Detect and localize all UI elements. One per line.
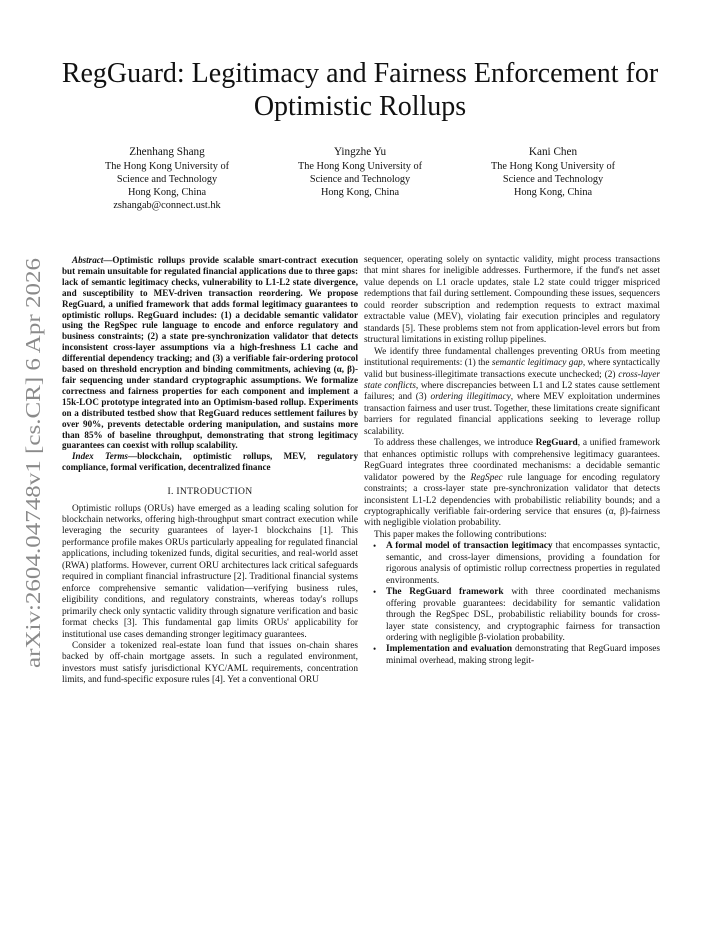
bullet-icon: •: [373, 541, 377, 552]
bold-run: RegGuard: [535, 438, 578, 449]
author-affiliation: The Hong Kong University of: [297, 161, 423, 172]
contribution-title: Implementation and evaluation: [386, 644, 513, 655]
abstract-label: Abstract: [72, 255, 104, 265]
author-location: Hong Kong, China: [513, 187, 593, 198]
author-email: zshangab@connect.ust.hk: [113, 200, 221, 211]
arxiv-identifier-text: arXiv:2604.04748v1 [cs.CR] 6 Apr 2026: [21, 323, 45, 668]
section-heading-introduction: I. INTRODUCTION: [167, 486, 253, 498]
author-location: Hong Kong, China: [320, 187, 400, 198]
paper-title: RegGuard: Legitimacy and Fairness Enforcement for Optimistic Rollups: [61, 58, 659, 122]
index-terms-label: Index Terms: [72, 451, 128, 462]
contributions-list: [373, 541, 660, 667]
author-name: Zhenhang Shang: [129, 146, 205, 158]
contribution-title: The RegGuard framework: [386, 587, 504, 598]
author-1: [72, 146, 262, 212]
arxiv-identifier-stamp: [14, 258, 48, 668]
text-run: , where syntactically valid but business-illegitimate transactions execute unchecked; (2): [364, 358, 660, 380]
text-run: , where MEV exploitation undermines transaction fairness and user trust. Together, these limitations create significant barriers for regulated financial applications seeking to leverage rollup scalability.: [364, 392, 660, 437]
contribution-text: with three coordinated mechanisms offering provable guarantees: decidability for semantic validation through the RegSpec DSL, probabilistic reliability bounds for cross-layer state consistency, and cryptographic fairness for transaction ordering with negligible β-violation probability.: [386, 587, 660, 643]
contribution-text: that encompasses syntactic, semantic, and cross-layer dimensions, providing a foundation for rigorous analysis of optimistic rollup correctness properties in regulated environments.: [386, 541, 660, 586]
abstract-text: —Optimistic rollups provide scalable smart-contract execution but remain unsuitable for regulated financial applications due to three gaps: lack of semantic legitimacy checks, vulnerability to L1-L2 state divergence, and susceptibility to MEV-driven transaction reordering. We propose RegGuard, a unified framework that adds formal legitimacy guarantees to optimistic rollups. RegGuard includes: (1) a decidable semantic validator using the RegSpec rule language to encode and enforce regulatory and business constraints; (2) a state pre-synchronization validator that detects inconsistent cross-layer assumptions via a high-freshness L1 cache and differential dependency tracking; and (3) a verifiable fair-ordering protocol based on threshold encryption and binding commitments, achieving (α, β)-fair sequencing under standard cryptographic assumptions. We formalize correctness and fairness properties for each component and implement a 15k-LOC prototype integrated into an Optimism-based rollup. Experiments on a distributed testbed show that RegGuard reduces settlement failures by over 90%, prevents detectable ordering manipulation, and sustains more than 85% of baseline throughput, demonstrating that strong legitimacy guarantees can coexist with rollup scalability.: [62, 255, 358, 451]
left-column: [62, 255, 358, 687]
author-block: [72, 146, 648, 212]
author-affiliation: The Hong Kong University of: [490, 161, 616, 172]
author-affiliation: Science and Technology: [116, 174, 218, 185]
author-3: [458, 146, 648, 212]
contribution-title: A formal model of transaction legitimacy: [386, 541, 553, 552]
author-name: Kani Chen: [528, 146, 578, 158]
text-run: To address these challenges, we introduce: [374, 438, 536, 449]
index-terms: [62, 451, 358, 473]
arxiv-identifier-svg: [14, 258, 48, 668]
emphasis-run: RegSpec: [470, 472, 503, 483]
author-affiliation: The Hong Kong University of: [104, 161, 230, 172]
body-paragraph-regguard: [364, 438, 660, 530]
list-item: [373, 644, 660, 667]
author-affiliation: Science and Technology: [502, 174, 604, 185]
body-paragraph: sequencer, operating solely on syntactic validity, might process transactions that mint shares for ineligible addresses. Furthermore, if the fund's net asset value depends on L1 oracle updates, stale L2 state could trigger mispriced redemptions that fail during settlement. Compounding these issues, sequencers could reorder subscription and redemption requests to extract maximal extractable value (MEV), violating fair execution principles and regulatory standards [5]. These problems stem not from application-level errors but from structural limitations in existing rollup pipelines.: [364, 255, 660, 346]
bullet-icon: •: [373, 644, 377, 655]
contribution-text: demonstrating that RegGuard imposes minimal overhead, making strong legit-: [386, 644, 660, 666]
emphasis-run: cross-layer state conflicts: [364, 369, 660, 391]
contributions-intro: This paper makes the following contributions:: [374, 529, 547, 540]
author-name: Yingzhe Yu: [333, 146, 387, 158]
text-run: rule language for encoding regulatory constraints; a cross-layer state pre-synchronization validator that detects inconsistent L1-L2 dependencies with probabilistic reliability bounds; and a cryptographically verifiable fair-ordering service that ensures (α, β)-fairness with negligible violation probability.: [364, 472, 660, 529]
text-run: , where discrepancies between L1 and L2 states cause settlement failures; and (3): [364, 380, 660, 403]
author-affiliation: Science and Technology: [309, 174, 411, 185]
text-run: We identify three fundamental challenges preventing ORUs from meeting institutional requirements: (1) the: [364, 346, 660, 369]
emphasis-run: ordering illegitimacy: [430, 392, 511, 403]
author-2: [265, 146, 455, 212]
body-paragraph: Consider a tokenized real-estate loan fund that issues on-chain shares backed by off-chain mortgage assets. In such a regulated environment, investors must satisfy jurisdictional KYC/AML requirements, concentration limits, and fund-specific exposure rules [4]. Yet a conventional ORU: [62, 641, 358, 686]
body-paragraph: Optimistic rollups (ORUs) have emerged as a leading scaling solution for blockchain networks, offering high-throughput smart contract execution while leveraging the security guarantees of layer-1 blockchains [1]. This performance profile makes ORUs particularly appealing for regulated financial applications, including tokenized funds, digital securities, and real-world asset (RWA) platforms. However, current ORU architectures lack critical safeguards required in compliant financial infrastructure [2]. Traditional financial systems enforce comprehensive semantic validation—verifying business rules, eligibility conditions, and regulatory constraints, whereas today's rollups primarily check only syntactic validity through signature verification and basic format checks [3]. This fundamental gap limits ORUs' applicability for institutional use cases demanding stronger legitimacy guarantees.: [62, 503, 358, 640]
abstract: [62, 255, 358, 451]
author-location: Hong Kong, China: [127, 187, 207, 198]
bullet-icon: •: [373, 587, 377, 598]
emphasis-run: semantic legitimacy gap: [491, 358, 583, 369]
list-item: [373, 541, 660, 587]
text-run: , a unified framework that enhances optimistic rollups with comprehensive legitimacy guarantees. RegGuard integrates three coordinated mechanisms: a decidable semantic validator powered by the: [364, 438, 660, 483]
list-item: [373, 587, 660, 644]
right-column: [364, 255, 660, 667]
index-terms-text: —blockchain, optimistic rollups, MEV, regulatory compliance, formal verification, decentralized finance: [62, 451, 358, 473]
body-paragraph-challenges: [364, 347, 660, 439]
